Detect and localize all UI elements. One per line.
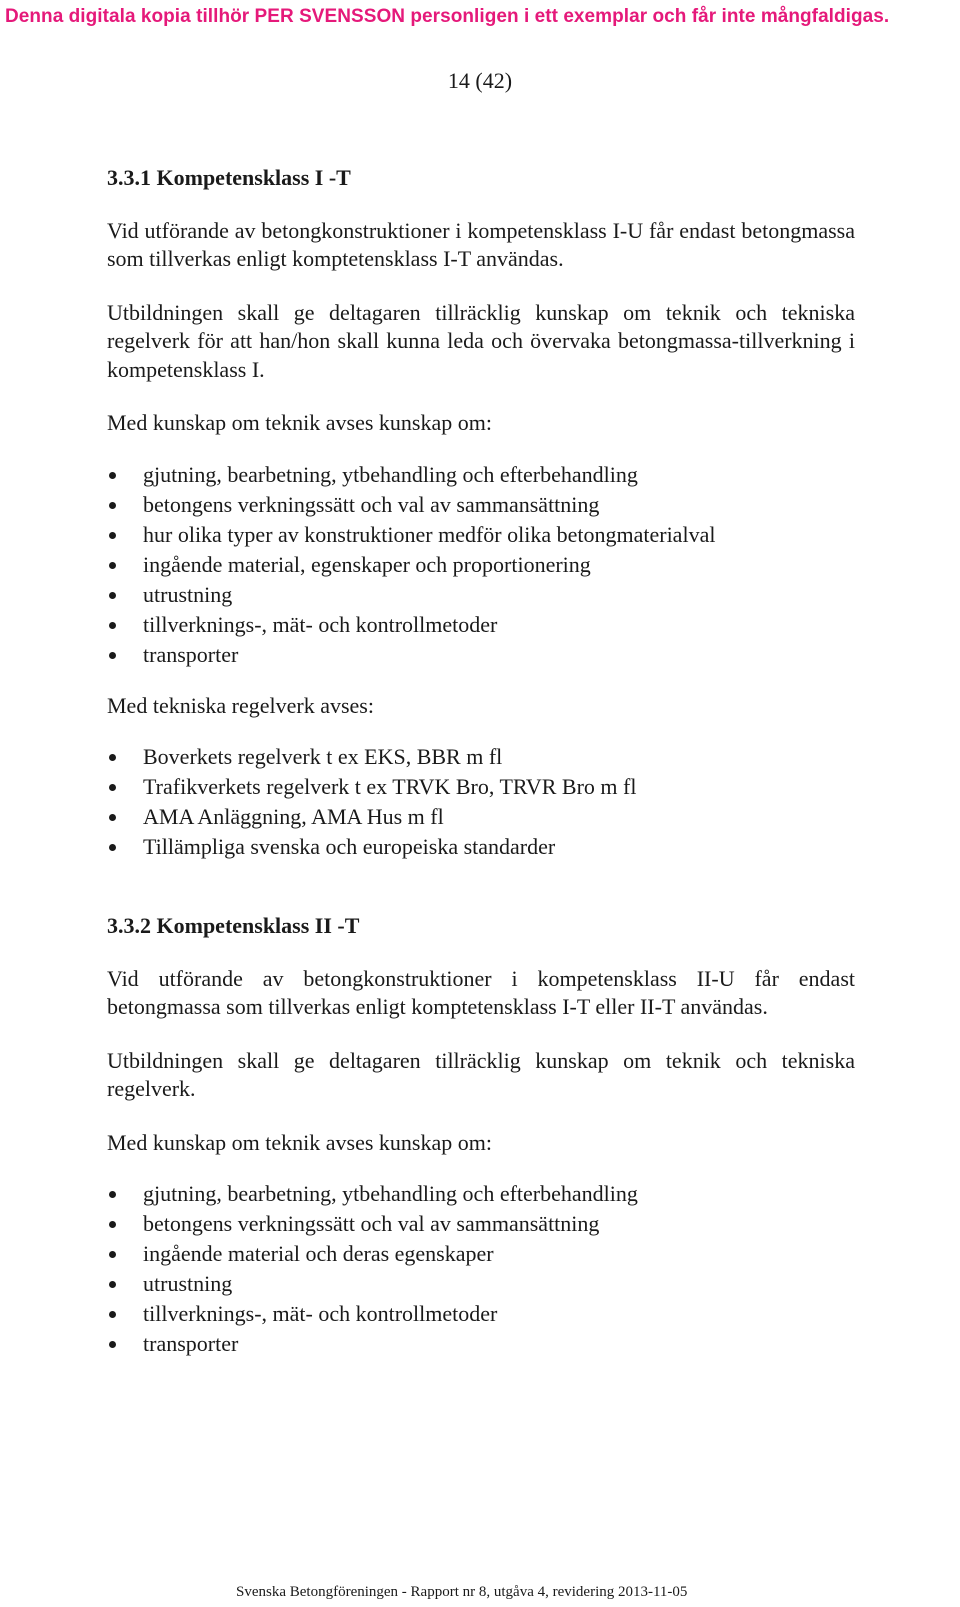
list-item: tillverknings-, mät- och kontrollmetoder (107, 610, 855, 640)
list-item: Trafikverkets regelverk t ex TRVK Bro, TRVR Bro m fl (107, 772, 855, 802)
list-intro: Med kunskap om teknik avses kunskap om: (107, 410, 492, 435)
paragraph: Vid utförande av betongkonstruktioner i kompetensklass I-U får endast betongmassa som tillverkas enligt komptetensklass I-T användas. (107, 217, 855, 271)
bullet-list-regelverk (107, 742, 855, 862)
bullet-list-teknik (107, 460, 855, 670)
list-item: AMA Anläggning, AMA Hus m fl (107, 802, 855, 832)
list-item: betongens verkningssätt och val av sammansättning (107, 1209, 855, 1239)
page-number: 14 (42) (447, 68, 513, 93)
list-item: utrustning (107, 580, 855, 610)
list-item: gjutning, bearbetning, ytbehandling och efterbehandling (107, 1179, 855, 1209)
section-heading: 3.3.2 Kompetensklass II -T (107, 913, 360, 938)
list-intro: Med tekniska regelverk avses: (107, 692, 374, 718)
bullet-list-teknik (107, 1179, 855, 1359)
list-item: transporter (107, 1329, 855, 1359)
list-item: betongens verkningssätt och val av sammansättning (107, 490, 855, 520)
paragraph: Vid utförande av betongkonstruktioner i kompetensklass II-U får endast betongmassa som tillverkas enligt komptetensklass I-T eller II-T användas. (107, 965, 855, 1019)
list-item: utrustning (107, 1269, 855, 1299)
watermark-text: Denna digitala kopia tillhör PER SVENSSON personligen i ett exemplar och får inte mångfaldigas. (5, 6, 890, 27)
section-3-3-2 (107, 912, 855, 1359)
list-item: hur olika typer av konstruktioner medför olika betongmaterialval (107, 520, 855, 550)
list-intro: Med kunskap om teknik avses kunskap om: (107, 1129, 492, 1155)
list-item: ingående material, egenskaper och proportionering (107, 550, 855, 580)
document-body (107, 164, 855, 1381)
section-3-3-1 (107, 164, 855, 862)
list-item: ingående material och deras egenskaper (107, 1239, 855, 1269)
list-item: gjutning, bearbetning, ytbehandling och efterbehandling (107, 460, 855, 490)
list-item: Tillämpliga svenska och europeiska standarder (107, 832, 855, 862)
list-item: transporter (107, 640, 855, 670)
list-item: tillverknings-, mät- och kontrollmetoder (107, 1299, 855, 1329)
page-footer: Svenska Betongföreningen - Rapport nr 8, utgåva 4, revidering 2013-11-05 (236, 1584, 688, 1600)
paragraph: Utbildningen skall ge deltagaren tillräcklig kunskap om teknik och tekniska regelverk. (107, 1047, 855, 1101)
section-heading: 3.3.1 Kompetensklass I -T (107, 165, 351, 190)
paragraph: Utbildningen skall ge deltagaren tillräcklig kunskap om teknik och tekniska regelverk för att han/hon skall kunna leda och övervaka betongmassa-tillverkning i kompetensklass I. (107, 299, 855, 382)
list-item: Boverkets regelverk t ex EKS, BBR m fl (107, 742, 855, 772)
